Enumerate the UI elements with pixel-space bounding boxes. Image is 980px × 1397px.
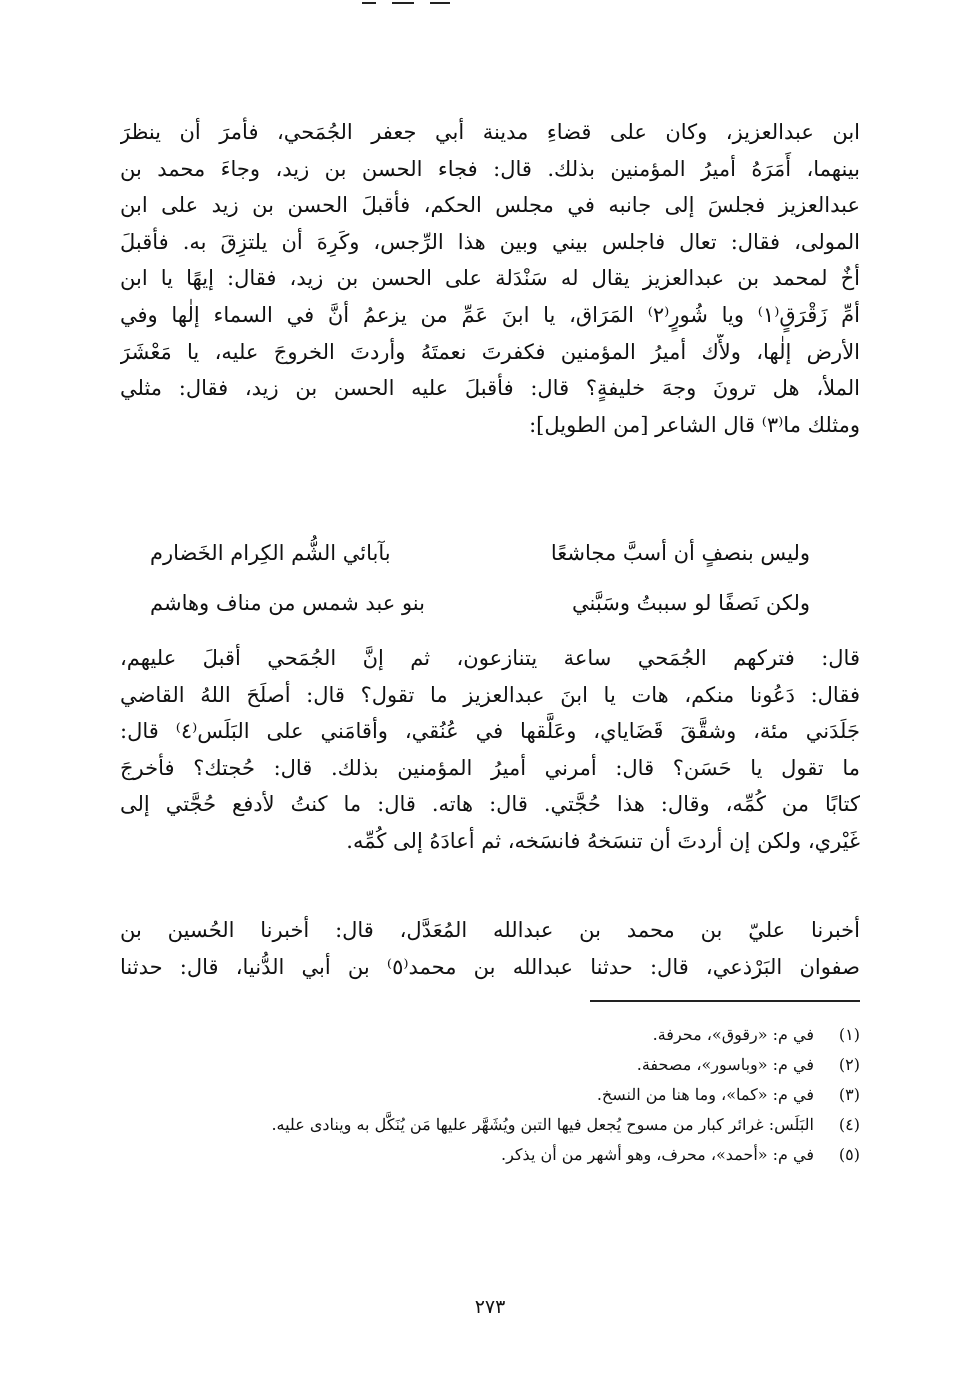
footnote bbox=[120, 1020, 860, 1050]
poem-verse bbox=[150, 578, 810, 628]
text-line: قال: فتركهم الجُمَحي ساعة يتنازعون، ثم إنَّ الجُمَحي أقبلَ عليهم، bbox=[120, 646, 860, 670]
text-line: عبدالعزيز فجلسَ إلى جانبه في مجلس الحكم، فأقبلَ الحسن بن زيد على ابن bbox=[120, 193, 860, 218]
text-line: صفوان البَرْذعي، قال: حدثنا عبدالله بن محمد⁽٥⁾ بن أبي الدُّنيا، قال: حدثنا bbox=[120, 954, 860, 979]
text-line: ومثلك ما⁽٣⁾ قال الشاعر [من الطويل]: bbox=[529, 412, 860, 437]
footnote bbox=[120, 1110, 860, 1140]
main-paragraph bbox=[120, 114, 860, 443]
top-edge-mark bbox=[362, 0, 452, 5]
text-line: كتابًا من كُمِّه، وقال: هذا حُجَّتي. قال: هاته. قال: ما كنتُ لأدفع حُجَّتي إلى bbox=[120, 792, 860, 817]
text-line: جَلَدَني مئة، وشقَّقَ قَضَاياي، وعَلَّقها في عُنُقي، وأقامَني على البَلَس⁽٤⁾ قال: bbox=[120, 719, 860, 744]
footnote bbox=[120, 1050, 860, 1080]
footnote-text: في م: «وباسور»، مصحفة. bbox=[636, 1055, 814, 1074]
footnote-text: البَلَس: غرائر كبار من مسوح يُجعل فيها التبن ويُشَهَّر عليها مَن يُنَكَّل به وينادى عليه. bbox=[271, 1115, 814, 1134]
verse-second-hemistich: بآبائي الشُّم الكِرام الخَضارم bbox=[150, 541, 391, 565]
text-line: ابن عبدالعزيز، وكان على قضاءِ مدينة أبي جعفر الجُمَحي، فأمرَ أن ينظرَ bbox=[120, 120, 860, 144]
footnote bbox=[120, 1080, 860, 1110]
verse-first-hemistich: وليس بنصفٍ أن أسبَّ مجاشعًا bbox=[550, 541, 810, 565]
text-line: فقال: دَعُونا منكم، هات يا ابنَ عبدالعزيز ما تقول؟ قال: أصلَحَ اللهُ القاضي bbox=[120, 682, 860, 707]
text-line: أخبرنا عليّ بن محمد بن عبدالله المُعَدَّل، قال: أخبرنا الحُسين بن bbox=[120, 918, 860, 942]
footnotes bbox=[120, 1020, 860, 1170]
footnote-text: في م: «رقوق»، محرفة. bbox=[652, 1025, 814, 1044]
verse-first-hemistich: ولكن نَصفًا لو سببتُ وسَبَّني bbox=[572, 591, 810, 615]
text-line: أخٌ لمحمد بن عبدالعزيز يقال له سَنْدَلة على الحسن بن زيد، فقال: إيهًا يا ابن bbox=[120, 266, 860, 291]
footnote-number: (٢) bbox=[838, 1055, 860, 1074]
text-line: ما تقول يا حَسَن؟ قال: أمرني أميرُ المؤمنين بذلك. قال: حُجتك؟ فأخرجَ bbox=[120, 755, 860, 780]
footnote-text: في م: «أحمد»، محرف، وهو أشهر من أن يذكر. bbox=[501, 1145, 814, 1164]
third-paragraph bbox=[120, 912, 860, 985]
text-line: أمِّ زَقْرَقٍ⁽١⁾ ويا شُورٍ⁽٢⁾ المَرَاق، يا ابنَ عَمِّ من يزعمُ أنَّ في السماء إلٰها وفي bbox=[120, 302, 860, 327]
poem-verse bbox=[150, 528, 810, 578]
verse-second-hemistich: بنو عبد شمس من مناف وهاشم bbox=[150, 591, 425, 615]
footnote bbox=[120, 1140, 860, 1170]
footnote-text: في م: «كما»، وما هنا من النسخ. bbox=[596, 1085, 814, 1104]
footnote-number: (٣) bbox=[838, 1085, 860, 1104]
text-line: الملأ، هل ترونَ وجهَ خليفةٍ؟ قال: فأقبلَ عليه الحسن بن زيد، فقال: مثلي bbox=[120, 376, 860, 401]
footnote-separator bbox=[590, 1000, 860, 1002]
poem bbox=[150, 528, 810, 628]
footnote-number: (١) bbox=[838, 1025, 860, 1044]
second-paragraph bbox=[120, 640, 860, 860]
footnote-number: (٥) bbox=[838, 1145, 860, 1164]
footnote-number: (٤) bbox=[838, 1115, 860, 1134]
page-number: ٢٧٣ bbox=[474, 1296, 506, 1318]
text-line: الأرض إلٰها، ولأَّك أميرُ المؤمنين فكفرتَ نعمتَهُ وأردتَ الخروجَ عليه، يا مَعْشَرَ bbox=[120, 339, 860, 364]
text-line: المولى، فقال: تعال فاجلس بيني وبين هذا الرِّجس، وكَرِهَ أن يلتزِقَ به. فأقبلَ bbox=[120, 229, 860, 254]
text-line: بينهما، أَمَرَهُ أميرُ المؤمنين بذلك. قال: فجاء الحسن بن زيد، وجاءَ محمد بن bbox=[120, 156, 860, 181]
text-line: غَيْري، ولكن إن أردتَ أن تنسَخهُ فانسَخه، ثم أعادَهُ إلى كُمِّه. bbox=[346, 828, 860, 853]
